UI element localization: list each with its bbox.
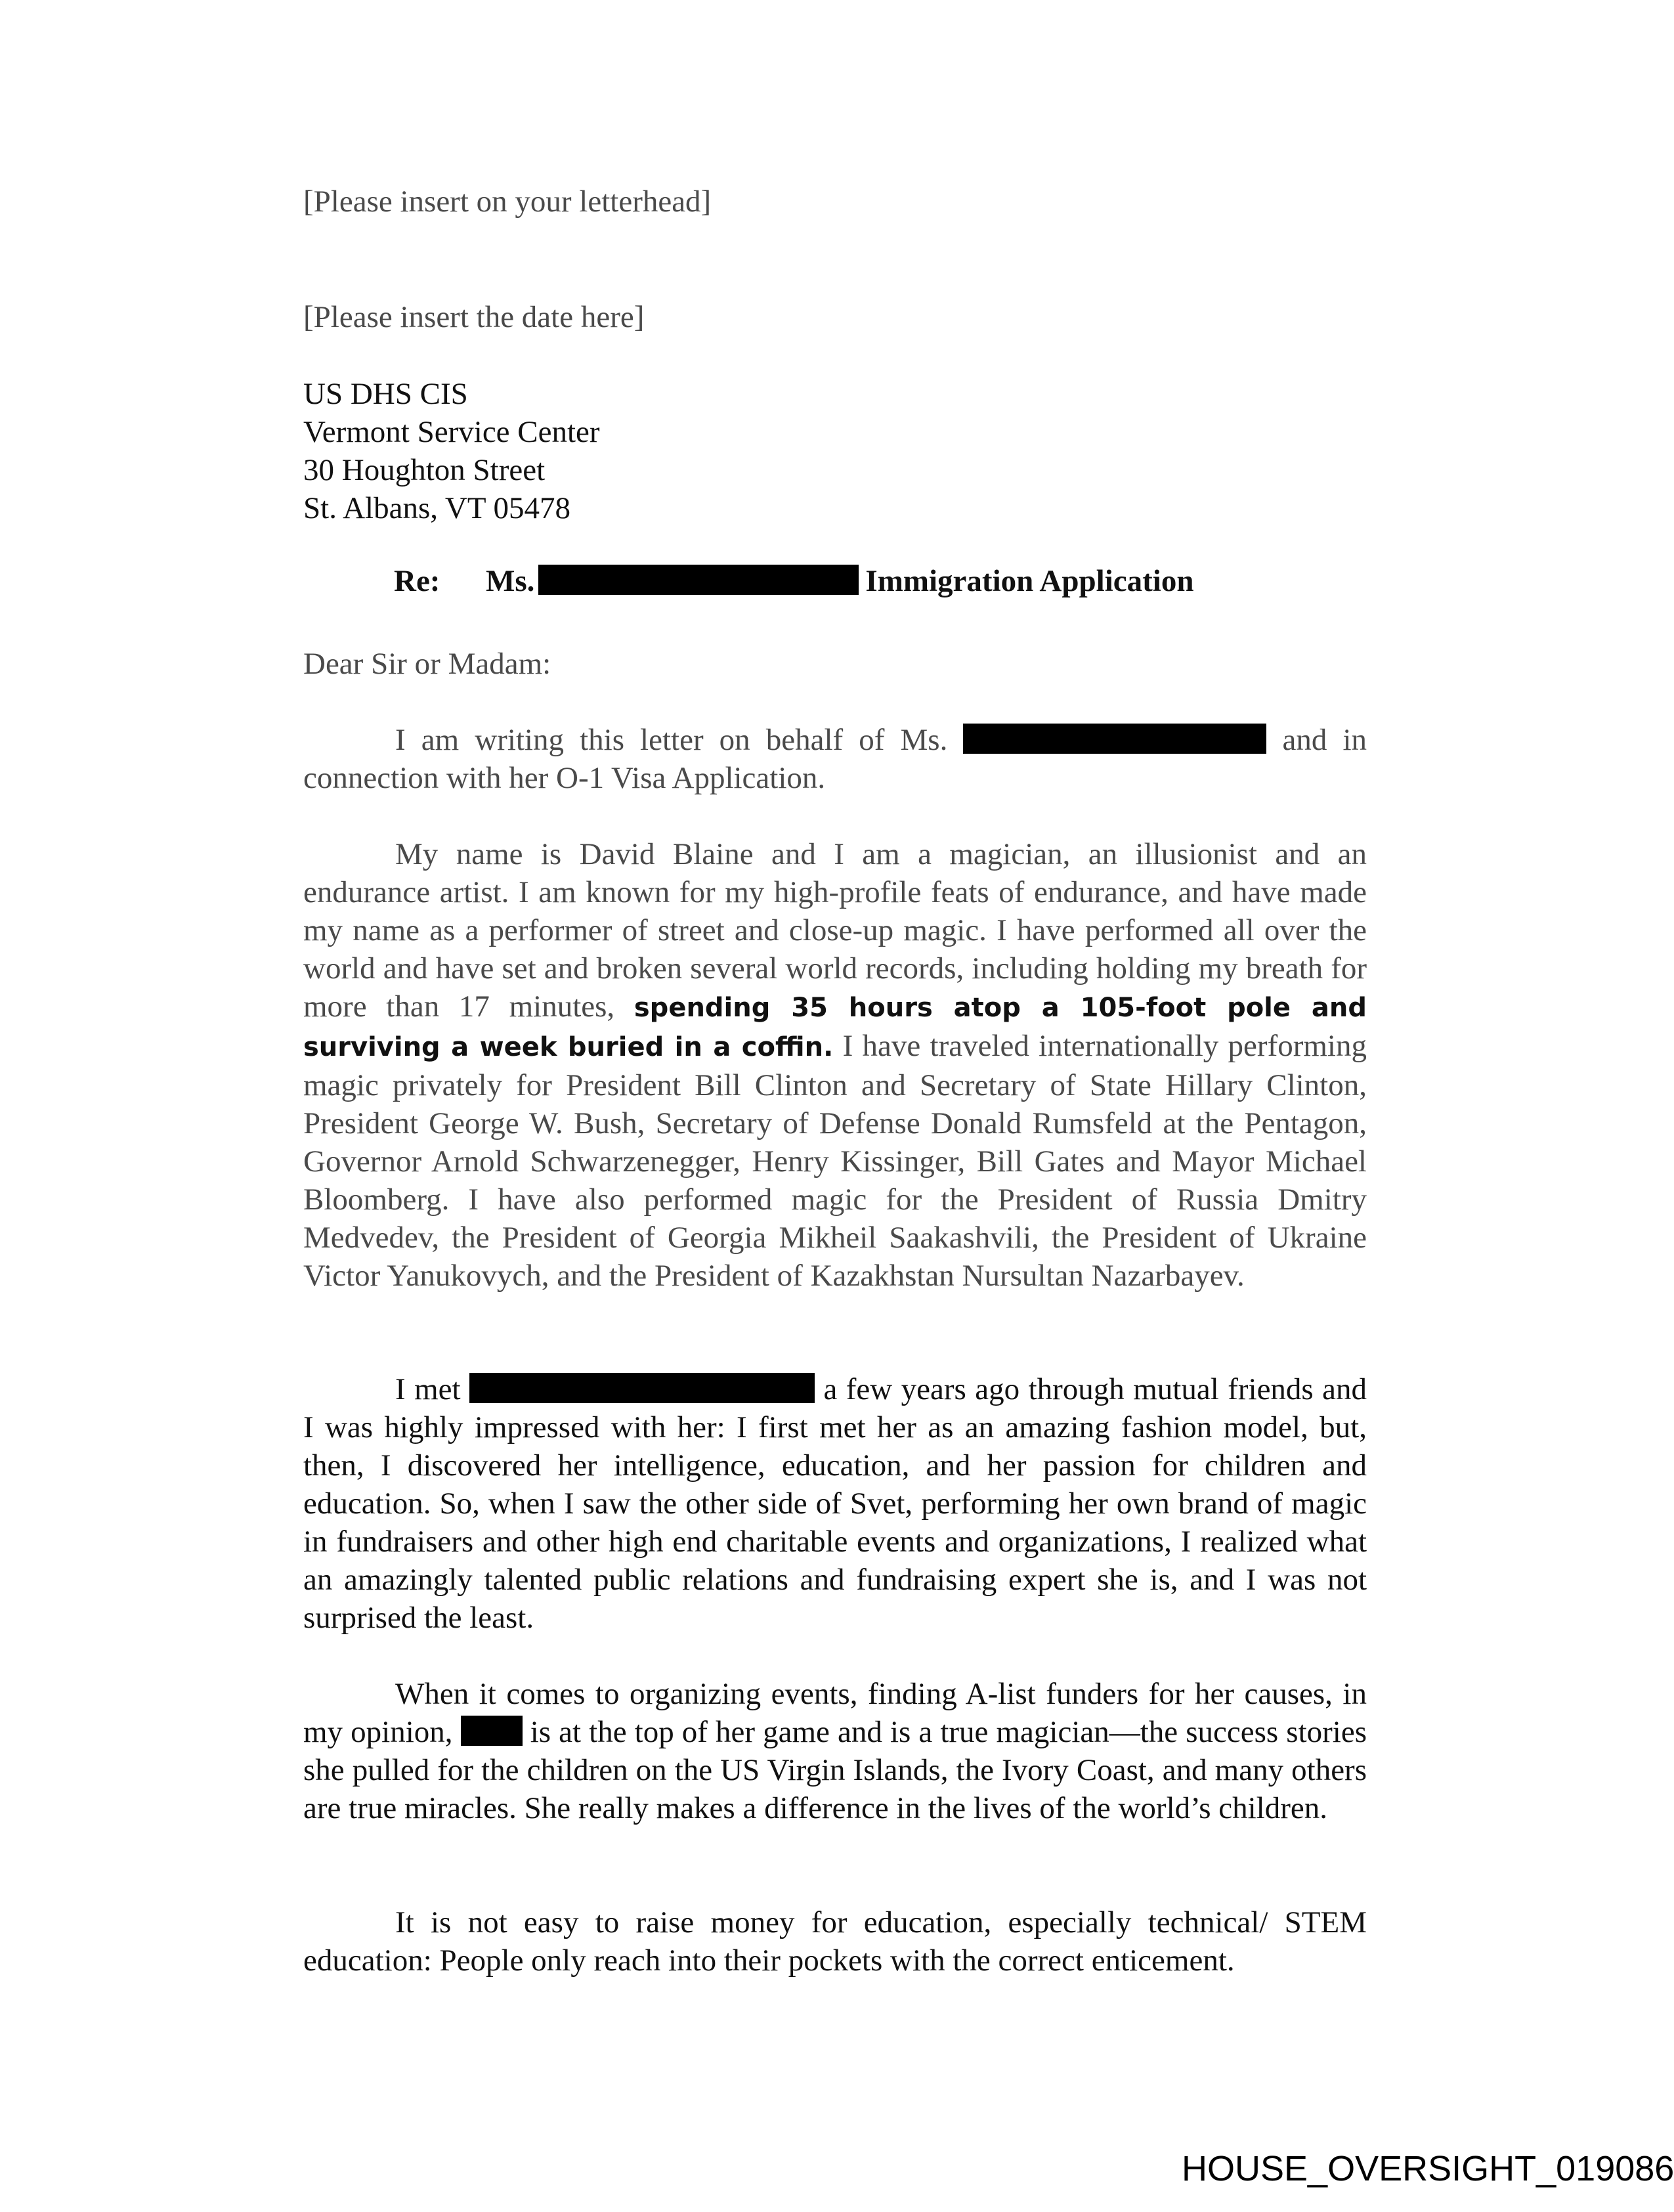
subject-label: Re: [394,564,440,598]
paragraph-4-start: When it comes to organizing events, finding A-list funders for her causes, in my opinion, [303,1677,1367,1749]
subject-suffix: Immigration Application [865,564,1194,598]
redaction-bar [469,1373,815,1403]
paragraph-3 [303,1370,1367,1637]
paragraph-3-end: a few years ago through mutual friends and I was highly impressed with her: I first met her as an amazing fashion model, but, then, I discovered her intelligence, education, and her passion for children and education. So, when I saw the other side of Svet, performing her own brand of magic in fundraisers and other high end charitable events and organizations, I realized what an amazingly talented public relations and fundraising expert she is, and I was not surprised the least. [303,1372,1367,1635]
paragraph-4-end: is at the top of her game and is a true magician—the success stories she pulled for the children on the US Virgin Islands, the Ivory Coast, and many others are true miracles. She really makes a difference in the lives of the world’s children. [303,1715,1367,1825]
recipient-line: 30 Houghton Street [303,453,546,487]
salutation: Dear Sir or Madam: [303,647,551,681]
paragraph-2-part-1: My name is David Blaine and I am a magician, an illusionist and an endurance artist. I am known for my high-profile feats of endurance, and have made my name as a performer of street and close-up magic. I have performed all over the world and have set and broken several world records, including holding my breath for more than 17 minutes, [303,837,1367,1024]
recipient-address [303,375,1367,527]
paragraph-1-start: I am writing this letter on behalf of Ms. [395,723,948,757]
paragraph-2-records: spending 35 hours atop a 105-foot pole and surviving a week buried in a coffin. [303,993,1367,1062]
redaction-bar [538,565,859,595]
subject-line [394,562,1193,600]
document-id: HOUSE_OVERSIGHT_019086 [1182,2149,1674,2188]
paragraph-4 [303,1675,1367,1827]
recipient-line: St. Albans, VT 05478 [303,491,570,525]
date-placeholder: [Please insert the date here] [303,300,645,334]
letterhead-placeholder: [Please insert on your letterhead] [303,184,712,219]
subject-prefix: Ms. [486,564,535,598]
redaction-bar [963,724,1266,754]
paragraph-1 [303,721,1367,797]
redaction-bar [461,1716,523,1746]
paragraph-5: It is not easy to raise money for education, especially technical/ STEM education: People only reach into their pockets with the correct enticement. [303,1905,1367,1978]
paragraph-3-start: I met [395,1372,461,1406]
paragraph-2 [303,835,1367,1295]
recipient-line: US DHS CIS [303,377,468,411]
paragraph-1-end: and in connection with her O-1 Visa Application. [303,723,1367,795]
paragraph-2-part-3: I have traveled internationally performing magic privately for President Bill Clinton and Secretary of State Hillary Clinton, President George W. Bush, Secretary of Defense Donald Rumsfeld at the Pentagon, Governor Arnold Schwarzenegger, Henry Kissinger, Bill Gates and Mayor Michael Bloomberg. I have also performed magic for the President of Russia Dmitry Medvedev, the President of Georgia Mikheil Saakashvili, the President of Ukraine Victor Yanukovych, and the President of Kazakhstan Nursultan Nazarbayev. [303,1029,1367,1293]
recipient-line: Vermont Service Center [303,415,600,449]
